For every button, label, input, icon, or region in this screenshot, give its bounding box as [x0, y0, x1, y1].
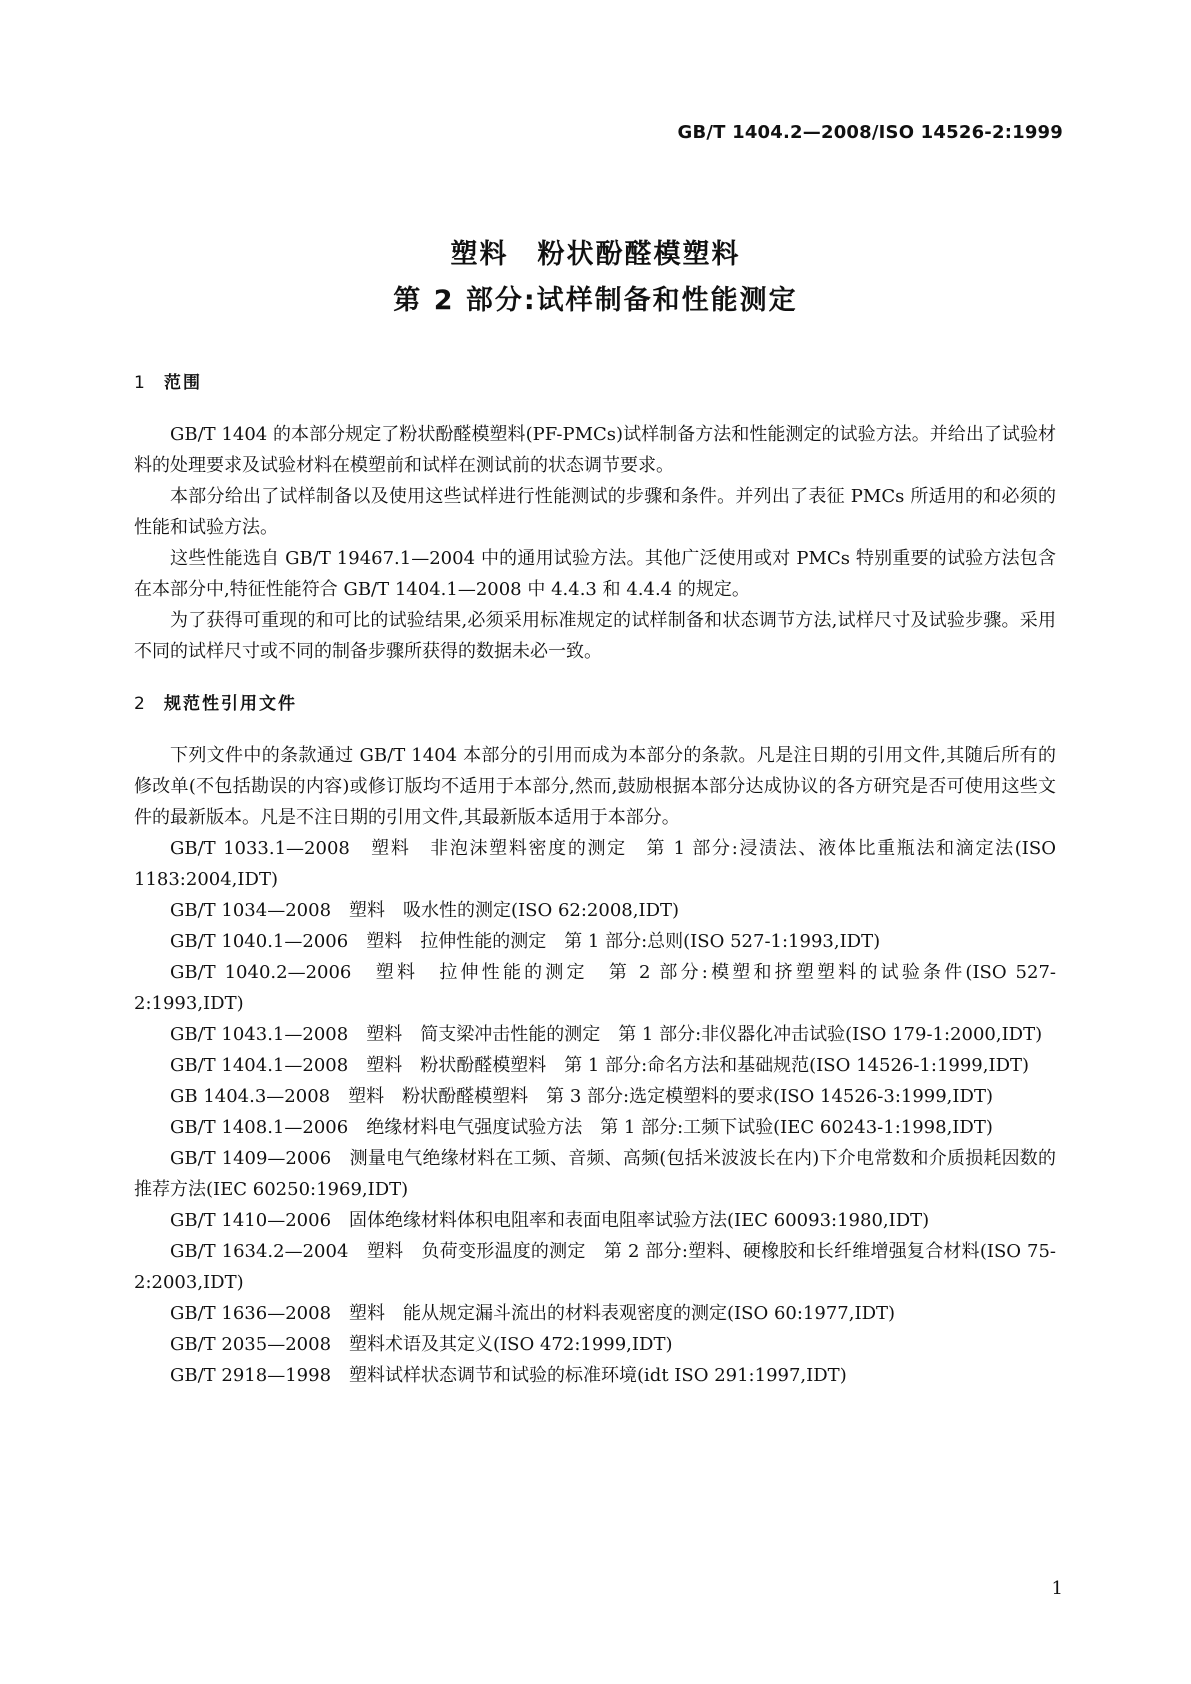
section-normative-references	[134, 689, 1056, 1391]
reference-item: GB/T 1636—2008 塑料 能从规定漏斗流出的材料表观密度的测定(ISO 60:1977,IDT)	[170, 1303, 896, 1324]
document-body	[134, 368, 1056, 1413]
section-heading	[134, 368, 1056, 399]
section-number: 1	[134, 373, 147, 393]
reference-item: GB/T 1409—2006 测量电气绝缘材料在工频、音频、高频(包括米波波长在内)下介电常数和介质损耗因数的推荐方法(IEC 60250:1969,IDT)	[134, 1148, 1056, 1200]
reference-item: GB/T 1040.1—2006 塑料 拉伸性能的测定 第 1 部分:总则(ISO 527-1:1993,IDT)	[170, 931, 881, 952]
reference-item: GB 1404.3—2008 塑料 粉状酚醛模塑料 第 3 部分:选定模塑料的要求(ISO 14526-3:1999,IDT)	[170, 1086, 993, 1107]
document-title-line1: 塑料 粉状酚醛模塑料	[450, 239, 741, 270]
paragraph: 这些性能选自 GB/T 19467.1—2004 中的通用试验方法。其他广泛使用或对 PMCs 特别重要的试验方法包含在本部分中,特征性能符合 GB/T 1404.1—2008 中 4.4.3 和 4.4.4 的规定。	[134, 548, 1056, 600]
section-heading	[134, 689, 1056, 720]
reference-item: GB/T 1033.1—2008 塑料 非泡沫塑料密度的测定 第 1 部分:浸渍法、液体比重瓶法和滴定法(ISO 1183:2004,IDT)	[134, 838, 1056, 890]
reference-item: GB/T 1040.2—2006 塑料 拉伸性能的测定 第 2 部分:模塑和挤塑塑料的试验条件(ISO 527-2:1993,IDT)	[134, 962, 1056, 1014]
section-title: 规范性引用文件	[164, 694, 297, 714]
reference-item: GB/T 1634.2—2004 塑料 负荷变形温度的测定 第 2 部分:塑料、硬橡胶和长纤维增强复合材料(ISO 75-2:2003,IDT)	[134, 1241, 1056, 1293]
paragraph: 下列文件中的条款通过 GB/T 1404 本部分的引用而成为本部分的条款。凡是注日期的引用文件,其随后所有的修改单(不包括勘误的内容)或修订版均不适用于本部分,然而,鼓励根据本部分达成协议的各方研究是否可使用这些文件的最新版本。凡是不注日期的引用文件,其最新版本适用于本部分。	[134, 745, 1056, 828]
reference-item: GB/T 2918—1998 塑料试样状态调节和试验的标准环境(idt ISO 291:1997,IDT)	[170, 1365, 847, 1386]
reference-item: GB/T 1410—2006 固体绝缘材料体积电阻率和表面电阻率试验方法(IEC 60093:1980,IDT)	[170, 1210, 930, 1231]
section-number: 2	[134, 694, 147, 714]
reference-item: GB/T 1034—2008 塑料 吸水性的测定(ISO 62:2008,IDT)	[170, 900, 680, 921]
reference-item: GB/T 1043.1—2008 塑料 简支梁冲击性能的测定 第 1 部分:非仪器化冲击试验(ISO 179-1:2000,IDT)	[170, 1024, 1043, 1045]
reference-item: GB/T 1404.1—2008 塑料 粉状酚醛模塑料 第 1 部分:命名方法和基础规范(ISO 14526-1:1999,IDT)	[170, 1055, 1030, 1076]
standard-number: GB/T 1404.2—2008/ISO 14526-2:1999	[677, 122, 1063, 143]
section-scope	[134, 368, 1056, 667]
page-number: 1	[1051, 1578, 1063, 1599]
section-title: 范围	[164, 373, 202, 393]
paragraph: GB/T 1404 的本部分规定了粉状酚醛模塑料(PF-PMCs)试样制备方法和性能测定的试验方法。并给出了试验材料的处理要求及试验材料在模塑前和试样在测试前的状态调节要求。	[134, 424, 1056, 476]
document-title-line2: 第 2 部分:试样制备和性能测定	[393, 285, 798, 316]
paragraph: 本部分给出了试样制备以及使用这些试样进行性能测试的步骤和条件。并列出了表征 PMCs 所适用的和必须的性能和试验方法。	[134, 486, 1056, 538]
reference-item: GB/T 2035—2008 塑料术语及其定义(ISO 472:1999,IDT)	[170, 1334, 673, 1355]
reference-item: GB/T 1408.1—2006 绝缘材料电气强度试验方法 第 1 部分:工频下试验(IEC 60243-1:1998,IDT)	[170, 1117, 993, 1138]
paragraph: 为了获得可重现的和可比的试验结果,必须采用标准规定的试样制备和状态调节方法,试样尺寸及试验步骤。采用不同的试样尺寸或不同的制备步骤所获得的数据未必一致。	[134, 610, 1056, 662]
